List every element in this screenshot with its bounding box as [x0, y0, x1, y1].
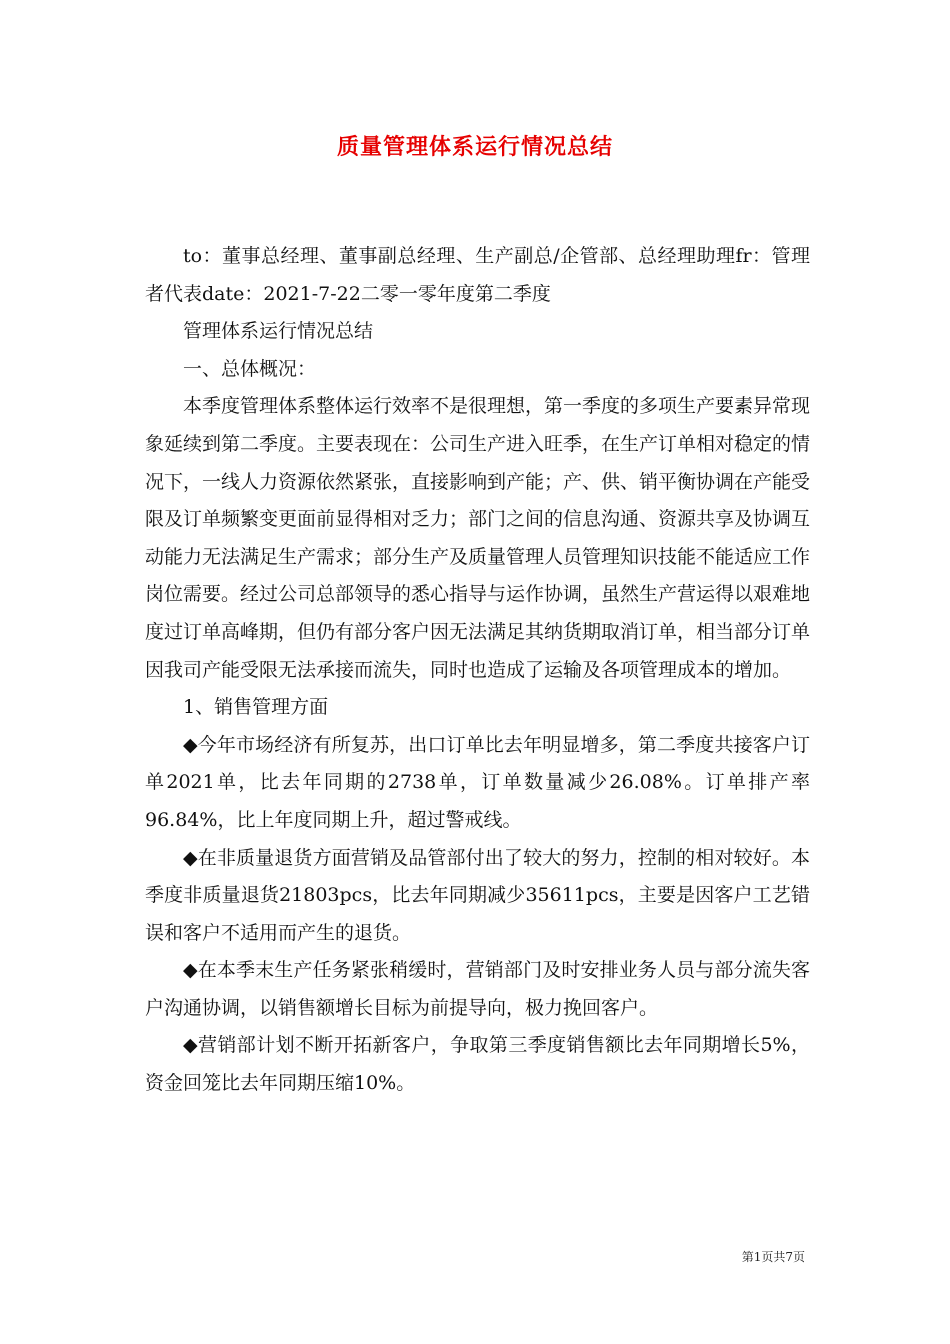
page-number-footer: 第1页共7页 [741, 1250, 805, 1264]
paragraph-bullet-orders: ◆今年市场经济有所复苏，出口订单比去年明显增多，第二季度共接客户订单2021单，比去年同期的2738单，订单数量减少26.08%。订单排产率96.84%，比上年度同期上升，超过警戒线。 [145, 733, 810, 831]
document-body [145, 238, 810, 1103]
paragraph-bullet-returns: ◆在非质量退货方面营销及品管部付出了较大的努力，控制的相对较好。本季度非质量退货21803pcs，比去年同期减少35611pcs，主要是因客户工艺错误和客户不适用而产生的退货。 [145, 846, 810, 944]
paragraph-subtitle: 管理体系运行情况总结 [183, 320, 374, 343]
paragraph-overview: 本季度管理体系整体运行效率不是很理想，第一季度的多项生产要素异常现象延续到第二季度。主要表现在：公司生产进入旺季，在生产订单相对稳定的情况下，一线人力资源依然紧张，直接影响到产能；产、供、销平衡协调在产能受限及订单频繁变更面前显得相对乏力；部门之间的信息沟通、资源共享及协调互动能力无法满足生产需求；部分生产及质量管理人员管理知识技能不能适应工作岗位需要。经过公司总部领导的悉心指导与运作协调，虽然生产营运得以艰难地度过订单高峰期，但仍有部分客户因无法满足其纳货期取消订单，相当部分订单因我司产能受限无法承接而流失，同时也造成了运输及各项管理成本的增加。 [145, 395, 811, 681]
paragraph-bullet-targets: ◆营销部计划不断开拓新客户，争取第三季度销售额比去年同期增长5%，资金回笼比去年同期压缩10%。 [145, 1034, 810, 1095]
document-title: 质量管理体系运行情况总结 [336, 135, 613, 160]
paragraph-section-heading: 一、总体概况： [183, 357, 317, 380]
paragraph-bullet-customers: ◆在本季末生产任务紧张稍缓时，营销部门及时安排业务人员与部分流失客户沟通协调，以销售额增长目标为前提导向，极力挽回客户。 [145, 959, 810, 1019]
paragraph-sales-heading: 1、销售管理方面 [183, 696, 329, 719]
paragraph-header: to：董事总经理、董事副总经理、生产副总/企管部、总经理助理fr：管理者代表date：2021-7-22二零一零年度第二季度 [145, 245, 810, 305]
